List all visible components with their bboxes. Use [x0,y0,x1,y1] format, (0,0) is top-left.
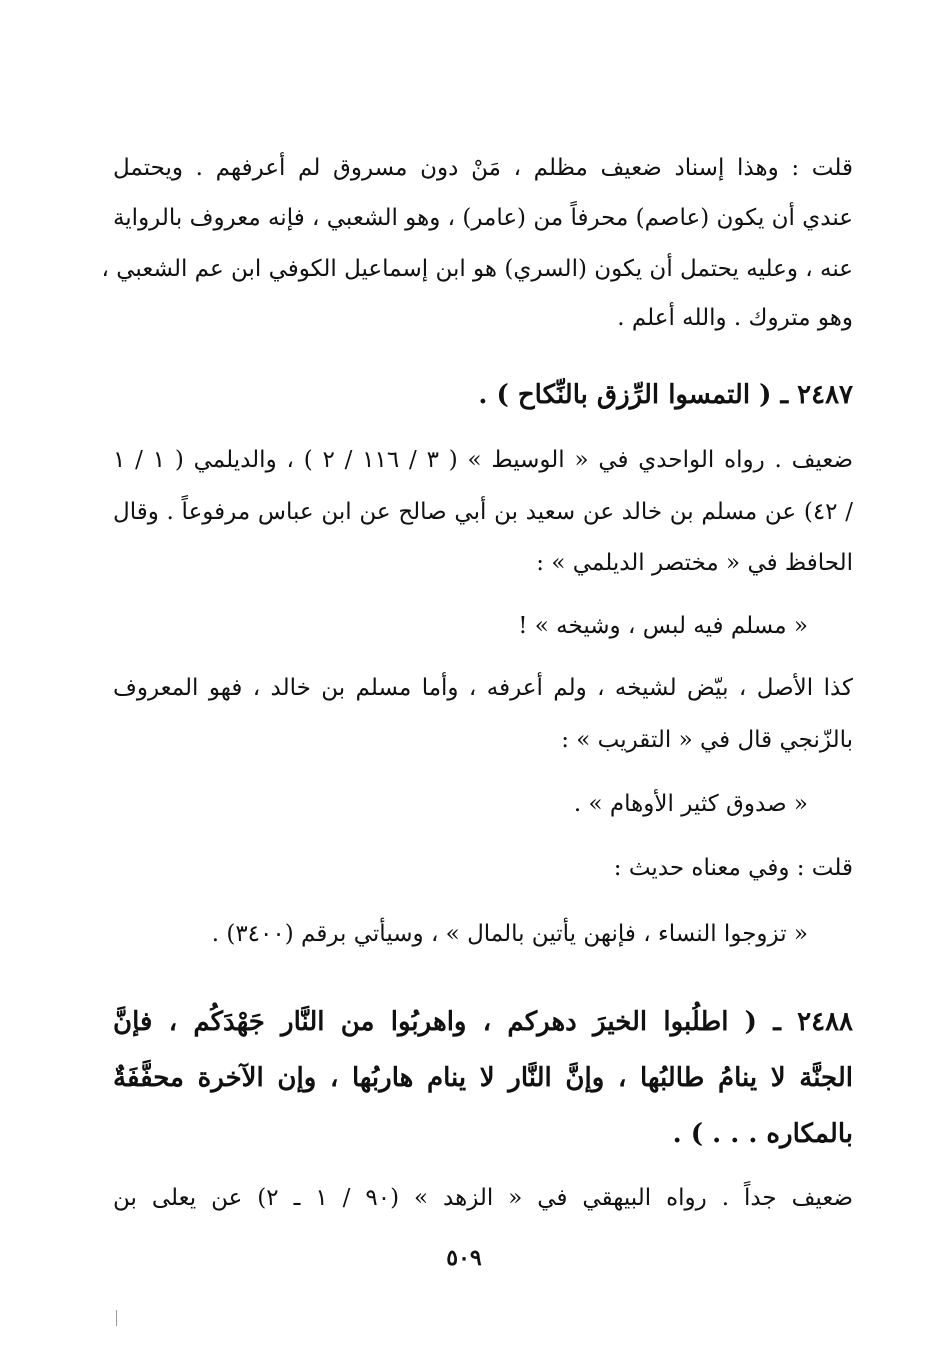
hadith-2488-line-2: الجنَّة لا ينامُ طالبُها ، وإنَّ النَّار لا ينام هاربُها ، وإن الآخرة محفَّفَةٌ [113,1063,853,1093]
text-line-7: / ٤٢) عن مسلم بن خالد عن سعيد بن أبي صالح عن ابن عباس مرفوعاً . وقال [113,499,853,525]
hadith-2488-line-1: ٢٤٨٨ ـ ( اطلُبوا الخيرَ دهركم ، واهربُوا من النَّار جَهْدَكُم ، فإنَّ [113,1007,853,1037]
text-line-2: عندي أن يكون (عاصم) محرفاً من (عامر) ، وهو الشعبي ، فإنه معروف بالرواية [112,205,853,231]
quote-line-1: « مسلم فيه لبس ، وشيخه » ! [518,613,808,639]
text-line-3: عنه ، وعليه يحتمل أن يكون (السري) هو ابن إسماعيل الكوفي ابن عم الشعبي ، [101,256,853,282]
text-line-10: كذا الأصل ، بيّض لشيخه ، ولم أعرفه ، وأما مسلم بن خالد ، فهو المعروف [113,675,853,701]
text-line-18: ضعيف جداً . رواه البيهقي في « الزهد » (٩٠ / ١ ـ ٢) عن يعلى بن [113,1185,853,1211]
quote-line-3: « تزوجوا النساء ، فإنهن يأتين بالمال » ، وسيأتي برقم (٣٤٠٠) . [211,921,808,947]
page-number: ٥٠٩ [446,1245,482,1271]
quote-line-2: « صدوق كثير الأوهام » . [573,791,808,817]
text-line-4: وهو متروك . والله أعلم . [617,305,853,331]
text-line-8: الحافظ في « مختصر الديلمي » : [536,550,853,576]
text-line-1: قلت : وهذا إسناد ضعيف مظلم ، مَنْ دون مسروق لم أعرفهم . ويحتمل [113,155,853,181]
hadith-2487-heading: ٢٤٨٧ ـ ( التمسوا الرِّزق بالنِّكاح ) . [478,380,853,410]
text-line-13: قلت : وفي معناه حديث : [613,855,853,881]
hadith-2488-line-3: بالمكاره . . . ) . [672,1119,853,1149]
text-line-6: ضعيف . رواه الواحدي في « الوسيط » ( ٣ / ١١٦ / ٢ ) ، والديلمي ( ١ / ١ [113,447,853,473]
margin-mark [116,1310,117,1326]
text-line-11: بالزّنجي قال في « التقريب » : [561,727,853,753]
